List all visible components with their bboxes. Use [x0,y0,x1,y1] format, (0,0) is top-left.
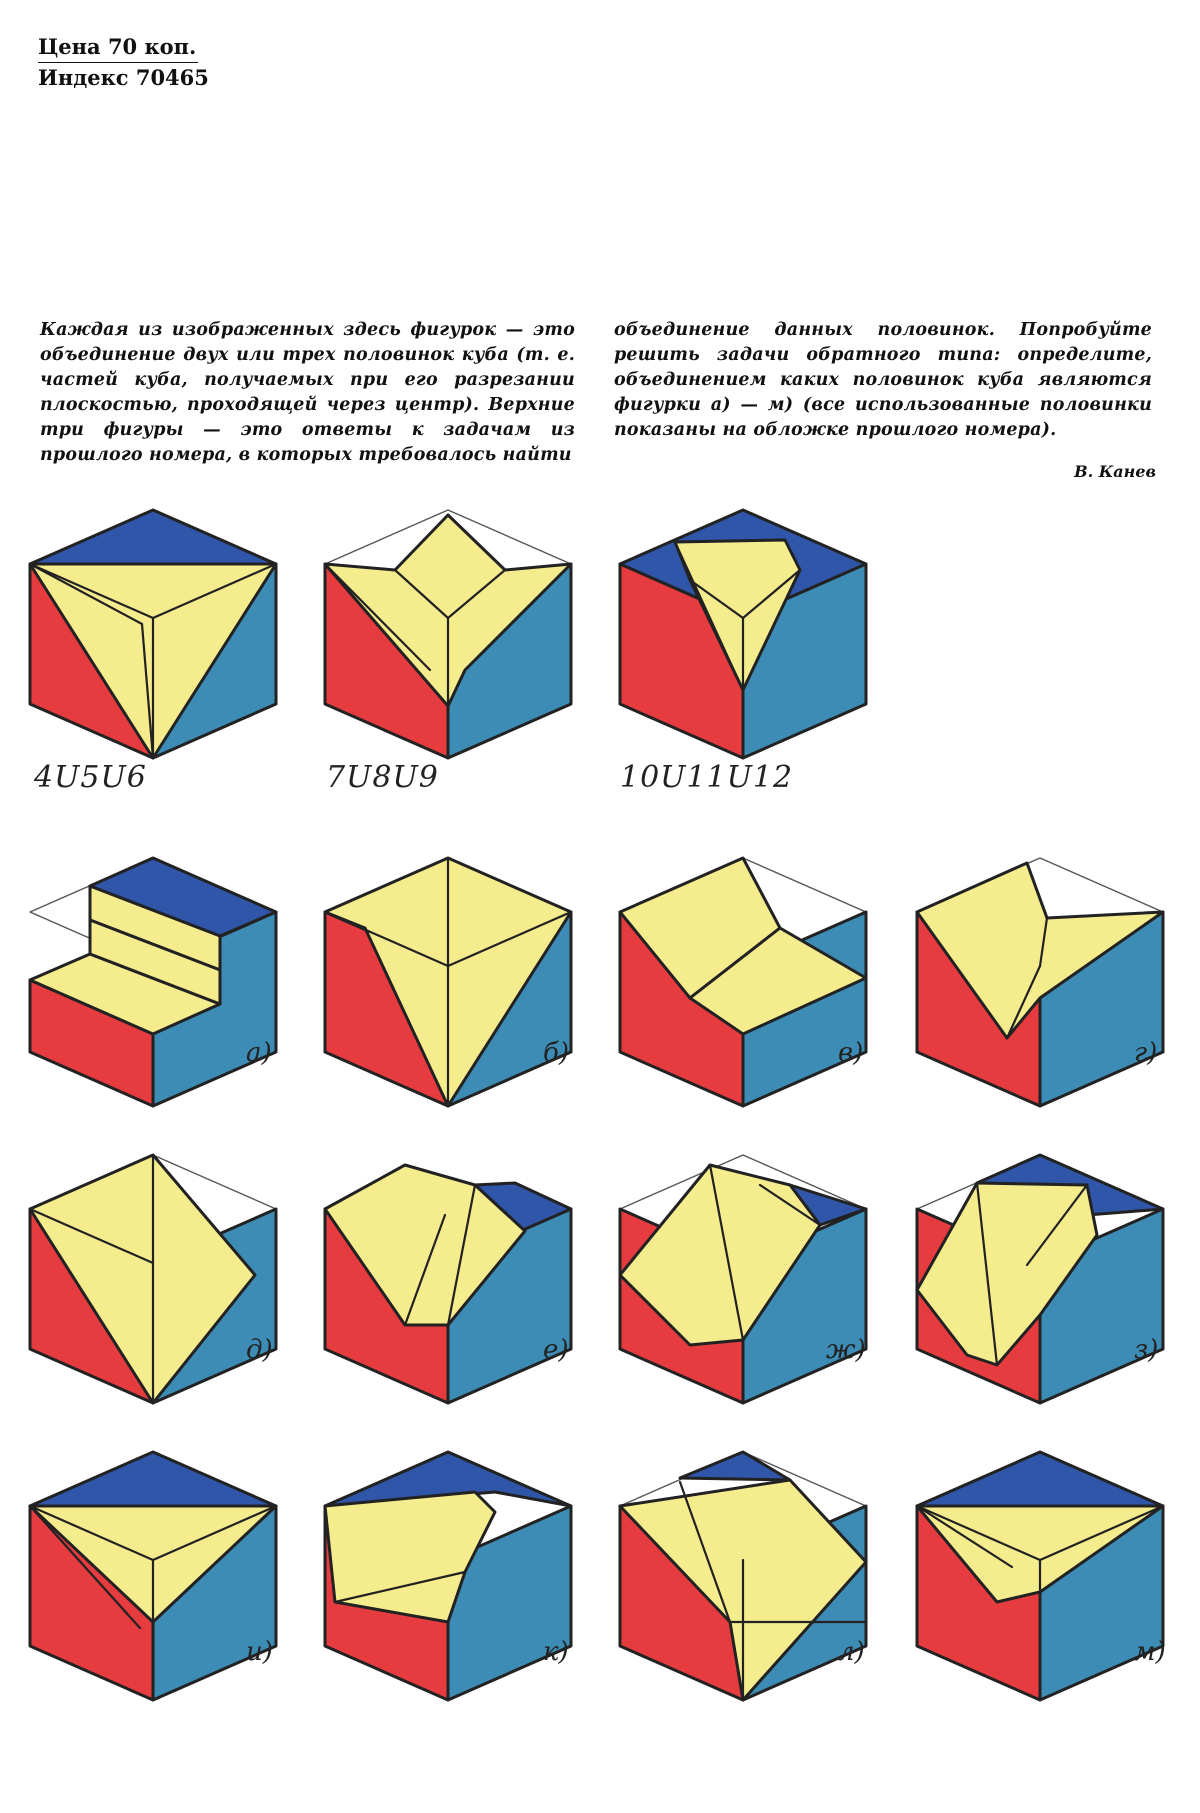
cube-answer-1 [30,510,276,758]
cube-answer-3 [620,510,866,758]
price: Цена 70 коп. [38,32,198,63]
figure-label: и) [246,1637,273,1667]
cube-figure-a [30,858,276,1106]
catalog-index: Индекс 70465 [38,65,209,90]
figure-label: к) [543,1637,569,1667]
cube-figure-zh [620,1155,866,1403]
cube-figure-b [325,858,571,1106]
figure-label: б) [543,1038,570,1068]
figure-label: м) [1134,1637,1166,1667]
intro-right-column: объединение данных половинок. Попробуйте решить задачи обратного типа: определите, объединением каких половинок куба являются фигурки а) — м) (все использованные половинки показаны на обложке прошлого номера). [614,320,1152,440]
cube-figure-l [620,1452,866,1700]
figure-label: д) [246,1335,273,1365]
header [38,32,209,93]
cube-figure-d [30,1155,276,1403]
cube-figure-z [917,1155,1163,1403]
cube-figure-e [325,1155,571,1403]
figure-label: ж) [826,1335,866,1365]
cube-answer-2 [325,510,571,758]
author: В. Канев [1074,462,1156,481]
intro-left-column: Каждая из изображенных здесь фигурок — это объединение двух или трех половинок куба (т. е. частей куба, получаемых при его разрезании плоскостью, проходящей через центр). Верхние три фигуры — это ответы к задачам из прошлого номера, в которых требовалось найти [40,320,575,465]
cube-figure-v [620,858,866,1106]
cube-figure-i [30,1452,276,1700]
figure-label: а) [246,1038,272,1068]
answer-label: 7U8U9 [326,760,439,795]
answer-label: 10U11U12 [620,760,794,795]
cube-figure-g [917,858,1163,1106]
cube-figure-m [917,1452,1163,1700]
figure-label: л) [838,1637,865,1667]
answer-label: 4U5U6 [34,760,147,795]
figure-label: в) [838,1038,864,1068]
figure-label: е) [543,1335,569,1365]
cube-figure-k [325,1452,571,1700]
figure-label: з) [1134,1335,1159,1365]
figure-label: г) [1134,1038,1158,1068]
